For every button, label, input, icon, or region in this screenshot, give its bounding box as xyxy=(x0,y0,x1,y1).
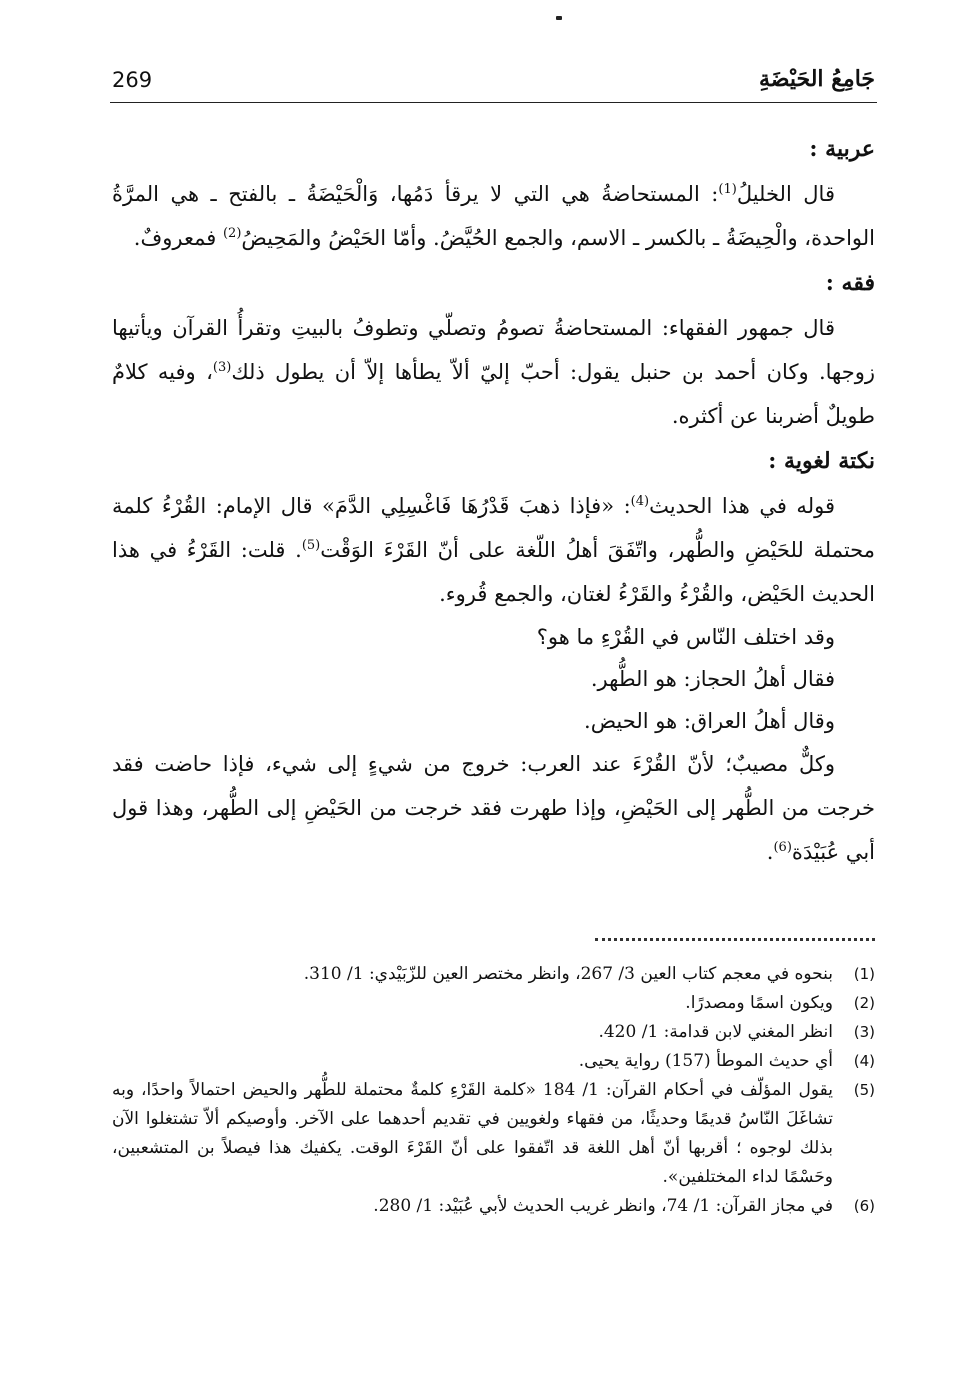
section-heading-fiqh: فقه : xyxy=(825,270,875,296)
footnote-number: (4) xyxy=(853,1052,875,1070)
line-iraq: وقال أهلُ العراق: هو الحيض. xyxy=(584,709,835,733)
footnote-text: بنحوه في معجم كتاب العين 3/ 267، وانظر مختصر العين للزّبَيْدي: 1/ 310. xyxy=(303,964,833,984)
footnote-number: (2) xyxy=(853,994,875,1012)
footnote-number: (3) xyxy=(853,1023,875,1041)
text-run: ، وفيه كلامٌ طويلٌ أضربنا عن أكثره. xyxy=(112,360,875,428)
footnote-number: (6) xyxy=(853,1197,875,1215)
paragraph-arabiyya xyxy=(112,172,875,260)
footnote-text: في مجاز القرآن: 1/ 74، وانظر غريب الحديث لأبي عُبَيْد: 1/ 280. xyxy=(373,1196,833,1216)
text-run: . xyxy=(766,840,774,864)
footnote-item xyxy=(112,1018,875,1047)
footnote-text: ويكون اسمًا ومصدرًا. xyxy=(685,993,833,1013)
section-heading-arabiyya: عربية : xyxy=(809,136,875,162)
footnote-number: (5) xyxy=(853,1081,875,1099)
line-hijaz: فقال أهلُ الحجاز: هو الطُّهر. xyxy=(590,667,835,691)
paragraph-fiqh xyxy=(112,306,875,438)
footnote-text: انظر المغني لابن قدامة: 1/ 420. xyxy=(598,1022,833,1042)
main-text xyxy=(112,126,875,874)
line-question: وقد اختلف النّاس في القُرْءِ ما هو؟ xyxy=(536,625,835,649)
footnote-text: أي حديث الموطأ (157) رواية يحيى. xyxy=(578,1051,833,1071)
section-heading-nukta: نكتة لغوية : xyxy=(768,448,875,474)
footnote-ref-3[interactable]: (3) xyxy=(212,360,232,375)
text-run: قوله في هذا الحديث xyxy=(649,494,835,518)
text-run: وكلٌّ مصيبٌ؛ لأنّ القُرْءَ عند العرب: خروج من شيءٍ إلى شيء، فإذا حاضت فقد خرجت من الطُّهر إلى الحَيْضِ، وإذا طهرت فقد خرجت من الحَيْضِ إلى الطُّهر، وهذا قول أبي عُبَيْدَة xyxy=(112,752,875,864)
footnote-item xyxy=(112,989,875,1018)
header-rule xyxy=(110,102,877,103)
footnotes xyxy=(112,960,875,1221)
paragraph-nukta-2 xyxy=(112,742,875,874)
page-number: 269 xyxy=(112,68,153,92)
footnote-item xyxy=(112,960,875,989)
footnote-item xyxy=(112,1047,875,1076)
footnote-number: (1) xyxy=(853,965,875,983)
paragraph-nukta-1 xyxy=(112,484,875,616)
text-run: فمعروفٌ. xyxy=(133,226,223,250)
footnote-text: يقول المؤلّف في أحكام القرآن: 1/ 184 «كلمة القَرْءِ كلمةٌ محتملة للطُّهر والحيض احتمالاً واحدًا، وبه تشاغَلَ النّاسُ قديمًا وحديثًا، من فقهاء ولغويين في تقديم أحدهما على الآخر. وأوصيكم ألاّ تشتغلوا الآن بذلك لوجوه ؛ أقربها أنّ أهل اللغة قد اتّفقوا على أنّ القَرْءَ الوقت. يكفيك هذا فيصلاً بن المتشعبين، وحَسْمًا لداء المختلفين». xyxy=(112,1080,833,1187)
footnote-ref-4[interactable]: (4) xyxy=(630,494,650,509)
page-top-mark xyxy=(556,16,562,20)
footnote-item xyxy=(112,1192,875,1221)
footnote-ref-6[interactable]: (6) xyxy=(773,840,792,855)
text-run: : المستحاضةُ هي التي لا يرقأ دَمُها، وَالْحَيْضَةُ ـ بالفتح ـ هي المرَّةُ الواحدة، والْحِيضَةُ ـ بالكسر ـ الاسم، والجمع الحُيَّضُ. وأمّا الحَيْضُ والمَحِيضُ xyxy=(112,182,875,250)
footnote-ref-5[interactable]: (5) xyxy=(301,538,321,553)
footnote-ref-1[interactable]: (1) xyxy=(718,182,737,197)
running-title: جَامِعُ الحَيْضَةِ xyxy=(759,66,875,92)
text-run: . قلت: القَرْءُ في هذا الحديث الحَيْض، والقُرْءُ والقَرْءُ لغتان، والجمع قُروء. xyxy=(112,538,875,606)
footnote-ref-2[interactable]: (2) xyxy=(222,226,242,241)
footnote-separator xyxy=(595,938,875,941)
footnote-item xyxy=(112,1076,875,1192)
text-run: قال الخليلُ xyxy=(736,182,835,206)
text-run: : «فإذا ذهبَ قَدْرُهَا فَاغْسِلِي الدَّمَ» قال الإمام: القُرْءُ كلمة محتملة للحَيْضِ والطُّهر، واتّفَقَ أهلُ اللّغة على أنّ القَرْءَ الوَقْت xyxy=(112,494,875,562)
text-run: قال جمهور الفقهاء: المستحاضةُ تصومُ وتصلّي وتطوفُ بالبيتِ وتقرأُ القرآن ويأتيها زوجها. وكان أحمد بن حنبل يقول: أحبّ إليّ ألاّ يطأها إلاّ أن يطول ذلك xyxy=(112,316,875,384)
